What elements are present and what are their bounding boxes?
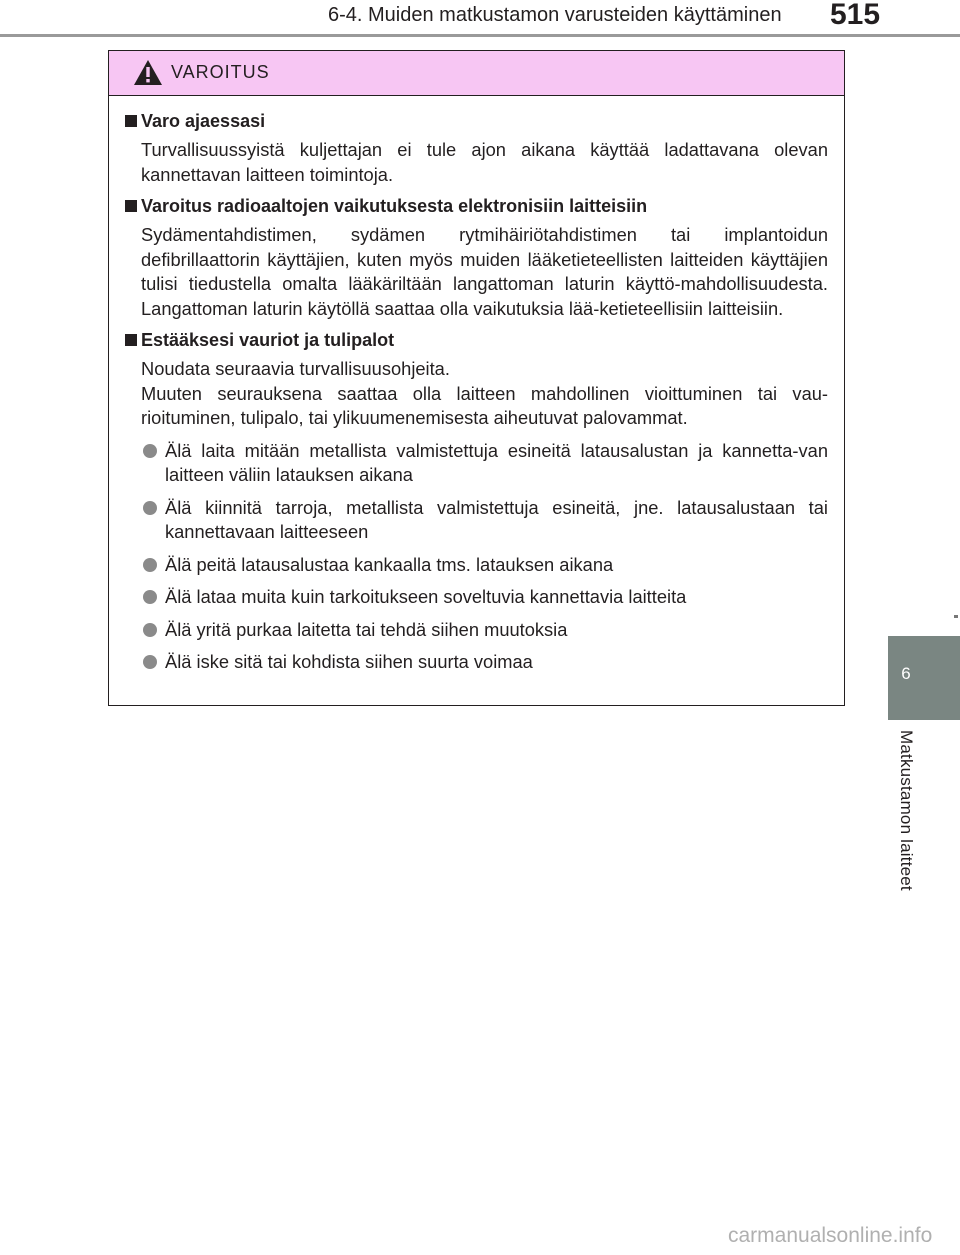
header-divider [0, 34, 960, 37]
section-title [121, 110, 828, 132]
warning-body [109, 96, 844, 675]
side-tab-number: 6 [901, 664, 911, 683]
section-paragraph: Turvallisuussyistä kuljettajan ei tule ajon aikana käyttää ladattavana olevan kannettavan laitteen toimintoja. [141, 139, 828, 185]
section-title-text: Estääksesi vauriot ja tulipalot [141, 330, 395, 350]
page-number: 515 [830, 0, 881, 31]
section-paragraph: Muuten seurauksena saattaa olla laitteen mahdollinen vioittuminen tai vau-rioituminen, tulipalo, tai ylikuumenemisesta aiheutuvat palovammat. [141, 382, 828, 428]
warning-section [121, 195, 828, 321]
warning-triangle-icon [133, 59, 163, 86]
list-item [143, 585, 828, 610]
section-paragraph: Sydämentahdistimen, sydämen rytmihäiriötahdistimen tai implantoidun defibrillaattorin käyttäjien, kuten myös muiden lääketieteellisten laitteiden käyttäjien tulisi tiedustella omalta lääkäriltään langattoman laturin käyttö-mahdollisuudesta. Langattoman laturin käytöllä saattaa olla vaikutuksia lää-ketieteellisiin laitteisiin. [141, 224, 828, 319]
list-item [143, 650, 828, 675]
square-bullet-icon [125, 200, 137, 212]
round-bullet-icon [143, 655, 157, 669]
warning-section [121, 110, 828, 187]
list-item [143, 553, 828, 578]
section-title-text: Varoitus radioaaltojen vaikutuksesta elektronisiin laitteisiin [141, 196, 648, 216]
list-item [143, 618, 828, 643]
round-bullet-icon [143, 558, 157, 572]
section-title-text: Varo ajaessasi [141, 111, 266, 131]
section-title [121, 329, 828, 351]
watermark-link[interactable]: carmanualsonline.info [728, 1224, 933, 1247]
side-tab-label: Matkustamon laitteet [897, 730, 916, 891]
square-bullet-icon [125, 334, 137, 346]
list-item [143, 439, 828, 488]
side-tab-marker [954, 615, 958, 618]
round-bullet-icon [143, 590, 157, 604]
round-bullet-icon [143, 501, 157, 515]
round-bullet-icon [143, 444, 157, 458]
warning-label: VAROITUS [171, 62, 270, 82]
list-item-text: Älä iske sitä tai kohdista siihen suurta voimaa [165, 651, 533, 672]
list-item-text: Älä laita mitään metallista valmistettuja esineitä latausalustan ja kannetta-van laitteen väliin latauksen aikana [165, 439, 828, 485]
square-bullet-icon [125, 115, 137, 127]
warning-section [121, 329, 828, 675]
section-title [121, 195, 828, 217]
chapter-header-title: 6-4. Muiden matkustamon varusteiden käyttäminen [328, 4, 782, 26]
section-paragraph: Noudata seuraavia turvallisuusohjeita. [141, 358, 450, 379]
list-item-text: Älä kiinnitä tarroja, metallista valmistettuja esineitä, jne. latausalustaan tai kannettavaan laitteeseen [165, 496, 828, 542]
list-item-text: Älä yritä purkaa laitetta tai tehdä siihen muutoksia [165, 618, 568, 640]
warning-header [109, 51, 844, 96]
list-item-text: Älä lataa muita kuin tarkoitukseen soveltuvia kannettavia laitteita [165, 586, 687, 607]
list-item [143, 496, 828, 545]
warning-box [108, 50, 845, 706]
round-bullet-icon [143, 623, 157, 637]
chapter-side-tab [888, 636, 960, 720]
list-item-text: Älä peitä latausalustaa kankaalla tms. latauksen aikana [165, 553, 614, 575]
